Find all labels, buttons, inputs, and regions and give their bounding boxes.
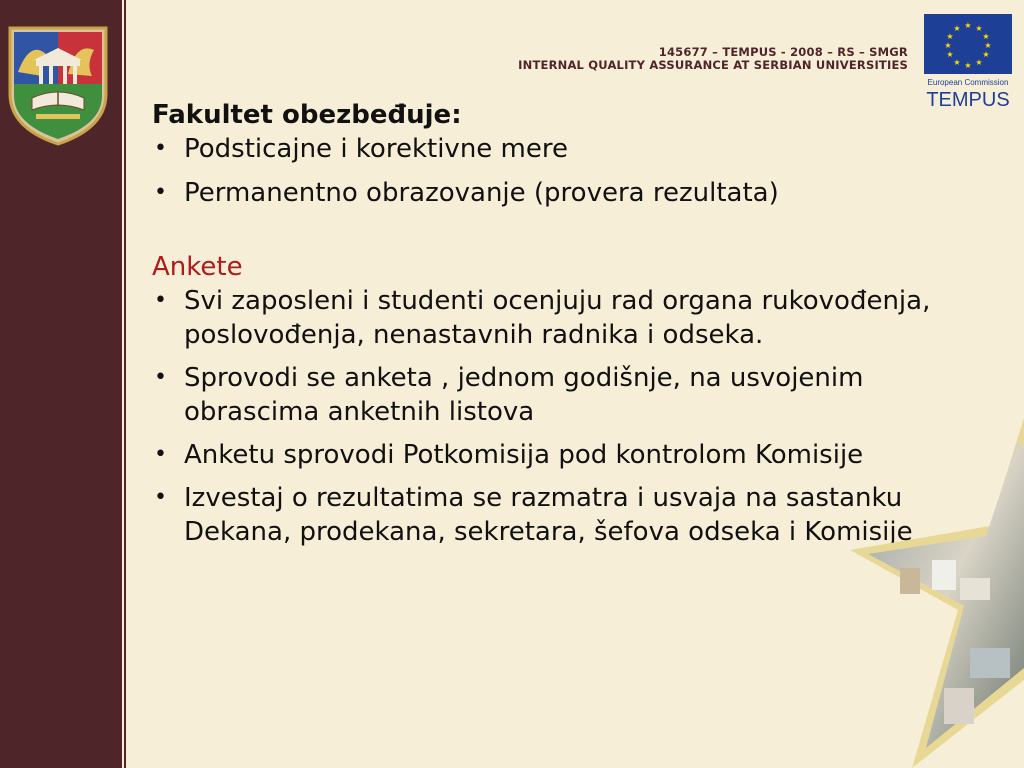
tempus-logo xyxy=(922,14,1014,110)
svg-text:★: ★ xyxy=(944,41,952,50)
svg-text:★: ★ xyxy=(975,58,983,67)
list-item: • Sprovodi se anketa , jednom godišnje, na usvojenim obrascima anketnih listova xyxy=(154,363,864,427)
section-heading: Fakultet obezbeđuje: xyxy=(152,100,462,130)
svg-text:★: ★ xyxy=(953,58,961,67)
logo-name: TEMPUS xyxy=(926,89,1010,110)
svg-text:★: ★ xyxy=(975,24,983,33)
svg-text:★: ★ xyxy=(984,41,992,50)
bullet-icon: • xyxy=(154,288,167,313)
svg-text:★: ★ xyxy=(982,32,990,41)
sidebar-divider xyxy=(124,0,126,768)
bullet-icon: • xyxy=(154,136,167,161)
bullet-list xyxy=(152,132,982,210)
project-code: 145677 – TEMPUS - 2008 – RS – SMGR xyxy=(658,45,908,59)
bullet-icon: • xyxy=(154,485,167,510)
star-photo-decoration xyxy=(840,418,1024,768)
bullet-icon: • xyxy=(154,180,167,205)
list-item: • Anketu sprovodi Potkomisija pod kontrolom Komisije xyxy=(154,440,864,470)
list-item: • Podsticajne i korektivne mere xyxy=(154,134,568,164)
logo-caption: European Commission xyxy=(927,78,1009,87)
svg-text:★: ★ xyxy=(964,21,972,30)
section-heading: Ankete xyxy=(152,252,243,282)
list-item: • Permanentno obrazovanje (provera rezultata) xyxy=(154,178,779,208)
svg-text:★: ★ xyxy=(982,50,990,59)
project-title: INTERNAL QUALITY ASSURANCE AT SERBIAN UNIVERSITIES xyxy=(518,58,908,72)
svg-text:★: ★ xyxy=(964,61,972,70)
list-item: • Izvestaj o rezultatima se razmatra i usvaja na sastanku Dekana, prodekana, sekretara, šefova odseka i Komisije xyxy=(154,483,913,547)
svg-text:★: ★ xyxy=(946,32,954,41)
university-crest-icon xyxy=(6,24,110,146)
bullet-icon: • xyxy=(154,442,167,467)
project-header xyxy=(518,46,908,72)
svg-text:★: ★ xyxy=(946,50,954,59)
bullet-icon: • xyxy=(154,365,167,390)
list-item: • Svi zaposleni i studenti ocenjuju rad organa rukovođenja, poslovođenja, nenastavnih radnika i odseka. xyxy=(154,286,931,350)
svg-text:★: ★ xyxy=(953,24,961,33)
